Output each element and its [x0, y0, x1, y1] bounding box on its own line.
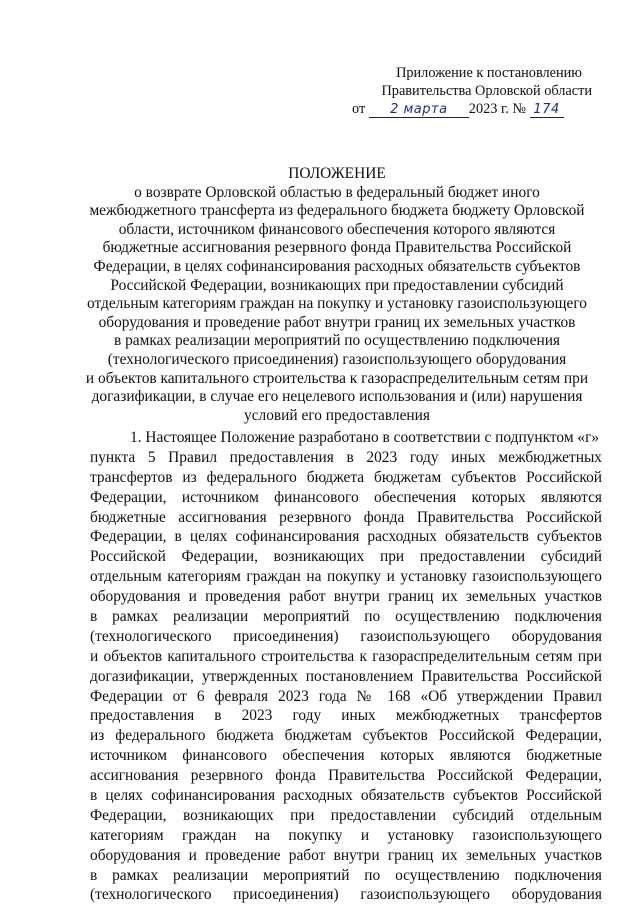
- body-line: (технологического присоединения) газоиспользующего оборудования: [90, 886, 602, 904]
- body-line: в рамках реализации мероприятий по осуществлению подключения: [90, 866, 602, 884]
- body-line: источником финансового обеспечения которых являются бюджетные: [90, 747, 602, 765]
- body-line: оборудования и проведения работ внутри границ их земельных участков: [90, 588, 602, 606]
- body-line: ассигнования резервного фонда Правительства Российской Федерации,: [90, 767, 602, 785]
- handwritten-date: [369, 102, 469, 118]
- title-line: и объектов капитального строительства к газораспределительным сетям при: [85, 369, 589, 387]
- title-line: бюджетные ассигнования резервного фонда Правительства Российской: [102, 239, 572, 257]
- body-line: трансфертов из федерального бюджета бюджетам субъектов Российской: [90, 468, 602, 486]
- body-line: 1. Настоящее Положение разработано в соответствии с подпунктом «г»: [130, 429, 600, 446]
- body-line: Федерации от 6 февраля 2023 года № 168 «Об утверждении Правил: [90, 687, 602, 705]
- title-line: догазификации, в случае его нецелевого использования и (или) нарушения: [91, 388, 583, 406]
- date-suffix: 2023 г. №: [468, 101, 527, 117]
- appendix-header: [352, 64, 592, 118]
- date-prefix: от: [352, 101, 366, 117]
- body-line: Федерации, возникающих при предоставлении субсидий отдельным: [90, 806, 602, 824]
- title-line: Российской Федерации, возникающих при предоставлении субсидий: [110, 276, 564, 294]
- title-line: о возврате Орловской областью в федеральный бюджет иного: [134, 183, 540, 201]
- body-line: догазификации, утвержденных постановлением Правительства Российской: [90, 667, 602, 685]
- title-line: (технологического присоединения) газоиспользующего оборудования: [107, 350, 567, 368]
- body-line: в целях софинансирования расходных обязательств субъектов Российской: [90, 787, 602, 805]
- handwritten-number-text: 174: [533, 102, 560, 117]
- title-line: отдельным категориям граждан на покупку и установку газоиспользующего: [87, 295, 587, 313]
- title-line: Федерации, в целях софинансирования расходных обязательств субъектов: [93, 257, 581, 275]
- appendix-line-1: Приложение к постановлению: [396, 65, 582, 81]
- body-line: Российской Федерации, возникающих при предоставлении субсидий: [90, 548, 602, 566]
- body-line: отдельным категориям граждан на покупку и установку газоиспользующего: [90, 568, 602, 586]
- body-line: в рамках реализации мероприятий по осуществлению подключения: [90, 608, 602, 626]
- body-line: Федерации, в целях софинансирования расходных обязательств субъектов: [90, 528, 602, 546]
- body-line: пункта 5 Правил предоставления в 2023 году иных межбюджетных: [90, 448, 602, 466]
- body-line: (технологического присоединения) газоиспользующего оборудования: [90, 627, 602, 645]
- title-line: области, источником финансового обеспечения которого являются: [118, 220, 556, 238]
- appendix-date-line: [352, 100, 592, 118]
- body-line: оборудования и проведение работ внутри границ их земельных участков: [90, 846, 602, 864]
- title-line: межбюджетного трансферта из федерального бюджета бюджету Орловской: [89, 202, 585, 220]
- title-line: условий его предоставления: [244, 406, 430, 424]
- body-line: категориям граждан на покупку и установку газоиспользующего: [90, 826, 602, 844]
- title-line: в рамках реализации мероприятий по осуществлению подключения: [113, 332, 561, 350]
- body-line: и объектов капитального строительства к газораспределительным сетям при: [90, 647, 602, 665]
- body-paragraph-1: [90, 428, 602, 905]
- body-line: Федерации, источником финансового обеспечения которых являются: [90, 488, 602, 506]
- appendix-line-2: Правительства Орловской области: [381, 83, 592, 99]
- title-heading: ПОЛОЖЕНИЕ: [288, 165, 386, 182]
- handwritten-date-text: 2 марта: [390, 102, 448, 117]
- body-line: предоставления в 2023 году иных межбюджетных трансфертов: [90, 707, 602, 725]
- body-line: из федерального бюджета бюджетам субъектов Российской Федерации,: [90, 727, 602, 745]
- title-line: оборудования и проведение работ внутри границ их земельных участков: [98, 313, 576, 331]
- document-title: [72, 165, 602, 425]
- handwritten-number: [530, 102, 564, 118]
- body-line: бюджетные ассигнования резервного фонда Правительства Российской: [90, 508, 602, 526]
